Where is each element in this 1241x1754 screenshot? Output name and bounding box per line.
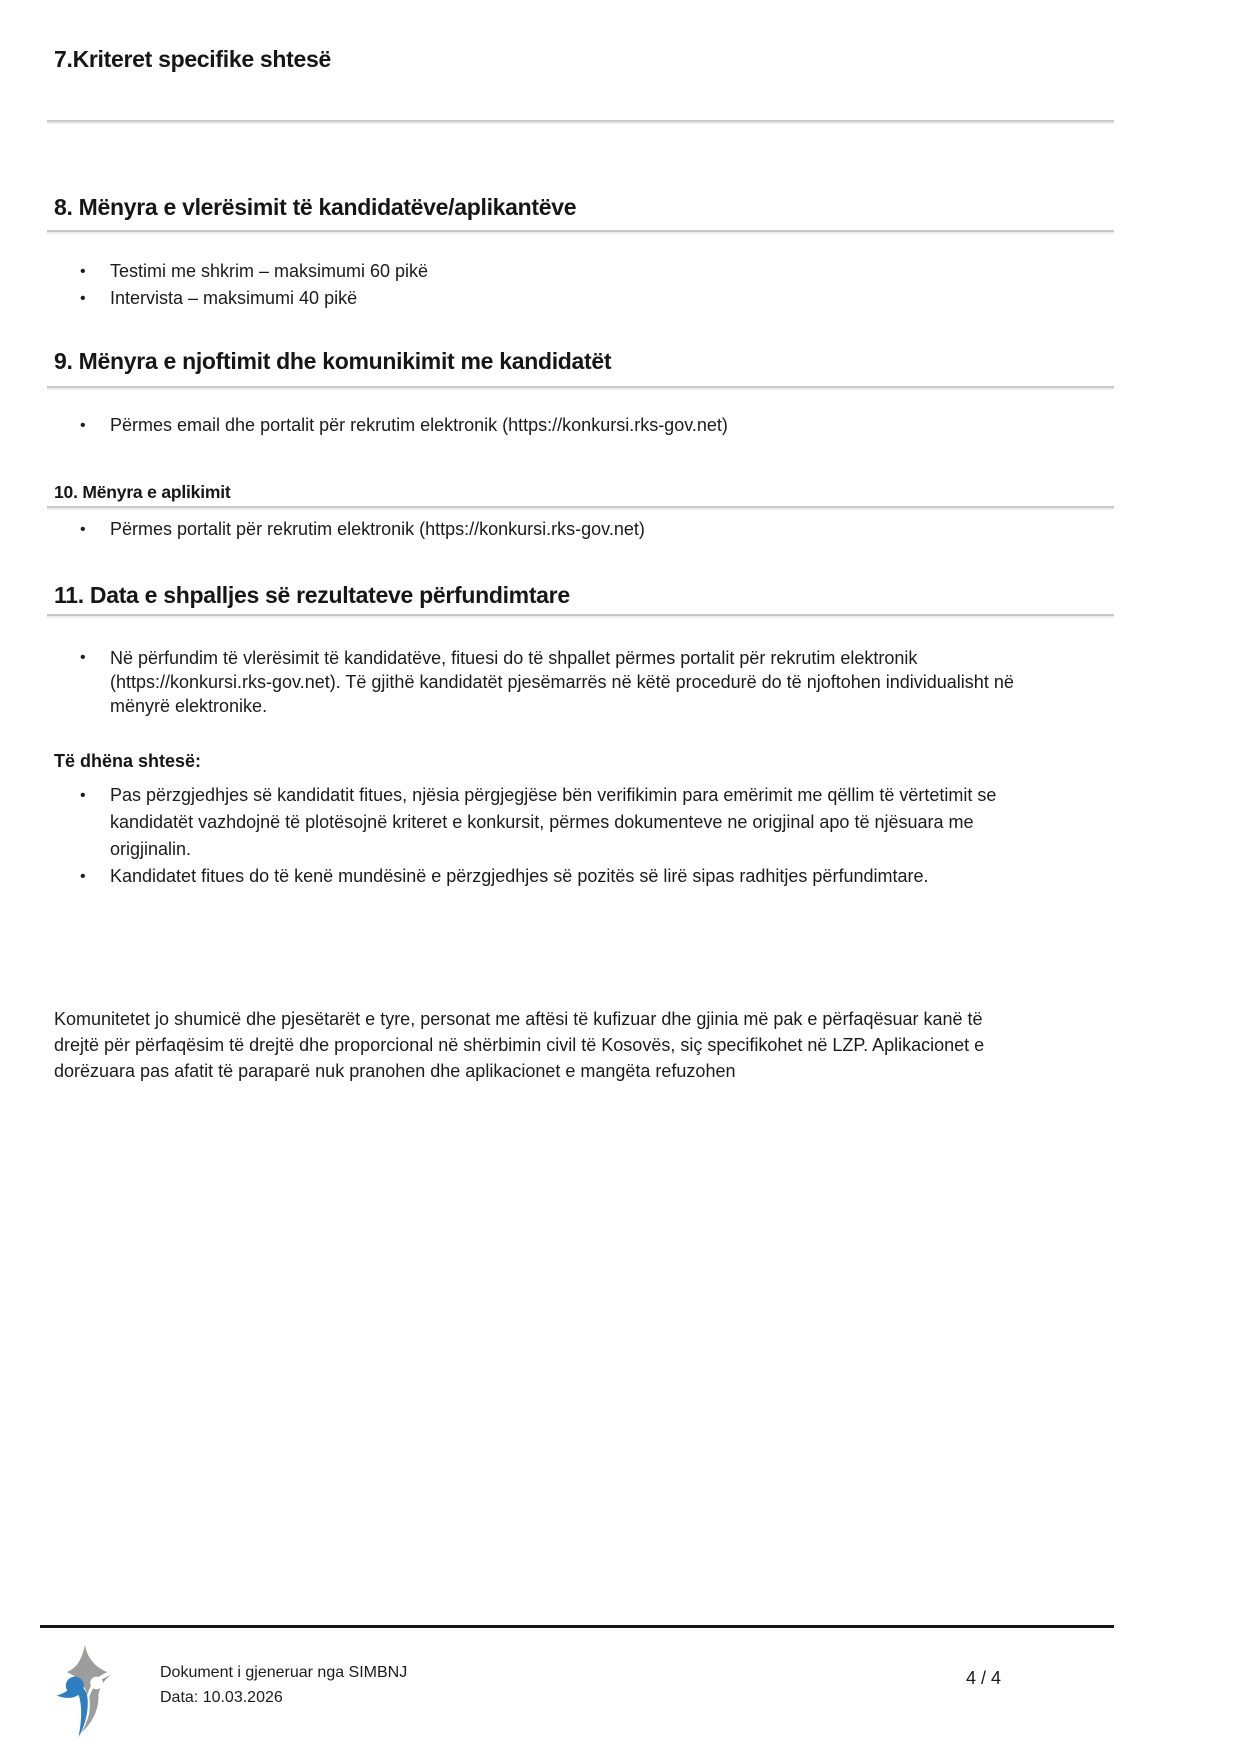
list-item: • Kandidatet fitues do të kenë mundësinë e përzgjedhjes së pozitës së lirë sipas radhitjes përfundimtare.: [54, 863, 1016, 890]
list-item: • Intervista – maksimumi 40 pikë: [54, 285, 1016, 312]
section-7-title: 7.Kriteret specifike shtesë: [54, 46, 331, 72]
logo-gray-figure-head-icon: [90, 1677, 103, 1690]
list-item: • Pas përzgjedhjes së kandidatit fitues, njësia përgjegjëse bën verifikimin para emërimit me qëllim të vërtetimit se kandidatët vazhdojnë të plotësojnë kriteret e konkursit, përmes dokumenteve ne origjinal apo të njësuara me origjinalin.: [54, 782, 1016, 863]
section-10-list: [54, 516, 1016, 543]
list-item: • Testimi me shkrim – maksimumi 60 pikë: [54, 258, 1016, 285]
section-7-divider: [47, 120, 1114, 124]
section-11-title: 11. Data e shpalljes së rezultateve përfundimtare: [54, 582, 570, 608]
footer-date: Data: 10.03.2026: [160, 1689, 283, 1706]
section-9-title: 9. Mënyra e njoftimit dhe komunikimit me kandidatët: [54, 348, 612, 374]
section-10-divider: [47, 506, 1114, 510]
section-10-title: 10. Mënyra e aplikimit: [54, 482, 231, 502]
footer-meta: [160, 1660, 407, 1710]
extra-data-list: [54, 782, 1016, 890]
section-11-divider: [47, 614, 1114, 618]
list-item: • Në përfundim të vlerësimit të kandidatëve, fituesi do të shpallet përmes portalit për rekrutim elektronik (https://konkursi.rks-gov.net). Të gjithë kandidatët pjesëmarrës në këtë procedurë do të njoftohen individualisht në mënyrë elektronike.: [54, 646, 1016, 718]
closing-paragraph: Komunitetet jo shumicë dhe pjesëtarët e tyre, personat me aftësi të kufizuar dhe gjinia më pak e përfaqësuar kanë të drejtë për përfaqësim të drejtë dhe proporcional në shërbimin civil të Kosovës, siç specifikohet në LZP. Aplikacionet e dorëzuara pas afatit të paraparë nuk pranohen dhe aplikacionet e mangëta refuzohen: [54, 1009, 985, 1081]
section-8-list: [54, 258, 1016, 312]
extra-data-title: Të dhëna shtesë:: [54, 751, 202, 771]
section-11-list: [54, 646, 1016, 718]
page-number: 4 / 4: [966, 1668, 1002, 1688]
footer-generated-by: Dokument i gjeneruar nga SIMBNJ: [160, 1664, 408, 1681]
list-item: • Përmes email dhe portalit për rekrutim elektronik (https://konkursi.rks-gov.net): [54, 412, 1016, 439]
section-8-divider: [47, 230, 1114, 234]
section-9-list: [54, 412, 1016, 439]
section-8-title: 8. Mënyra e vlerësimit të kandidatëve/aplikantëve: [54, 194, 577, 220]
logo-blue-figure-head-icon: [66, 1677, 84, 1695]
section-9-divider: [47, 386, 1114, 390]
list-item: • Përmes portalit për rekrutim elektronik (https://konkursi.rks-gov.net): [54, 516, 1016, 543]
footer-divider: [40, 1625, 1114, 1628]
simbnj-logo: [50, 1645, 116, 1739]
